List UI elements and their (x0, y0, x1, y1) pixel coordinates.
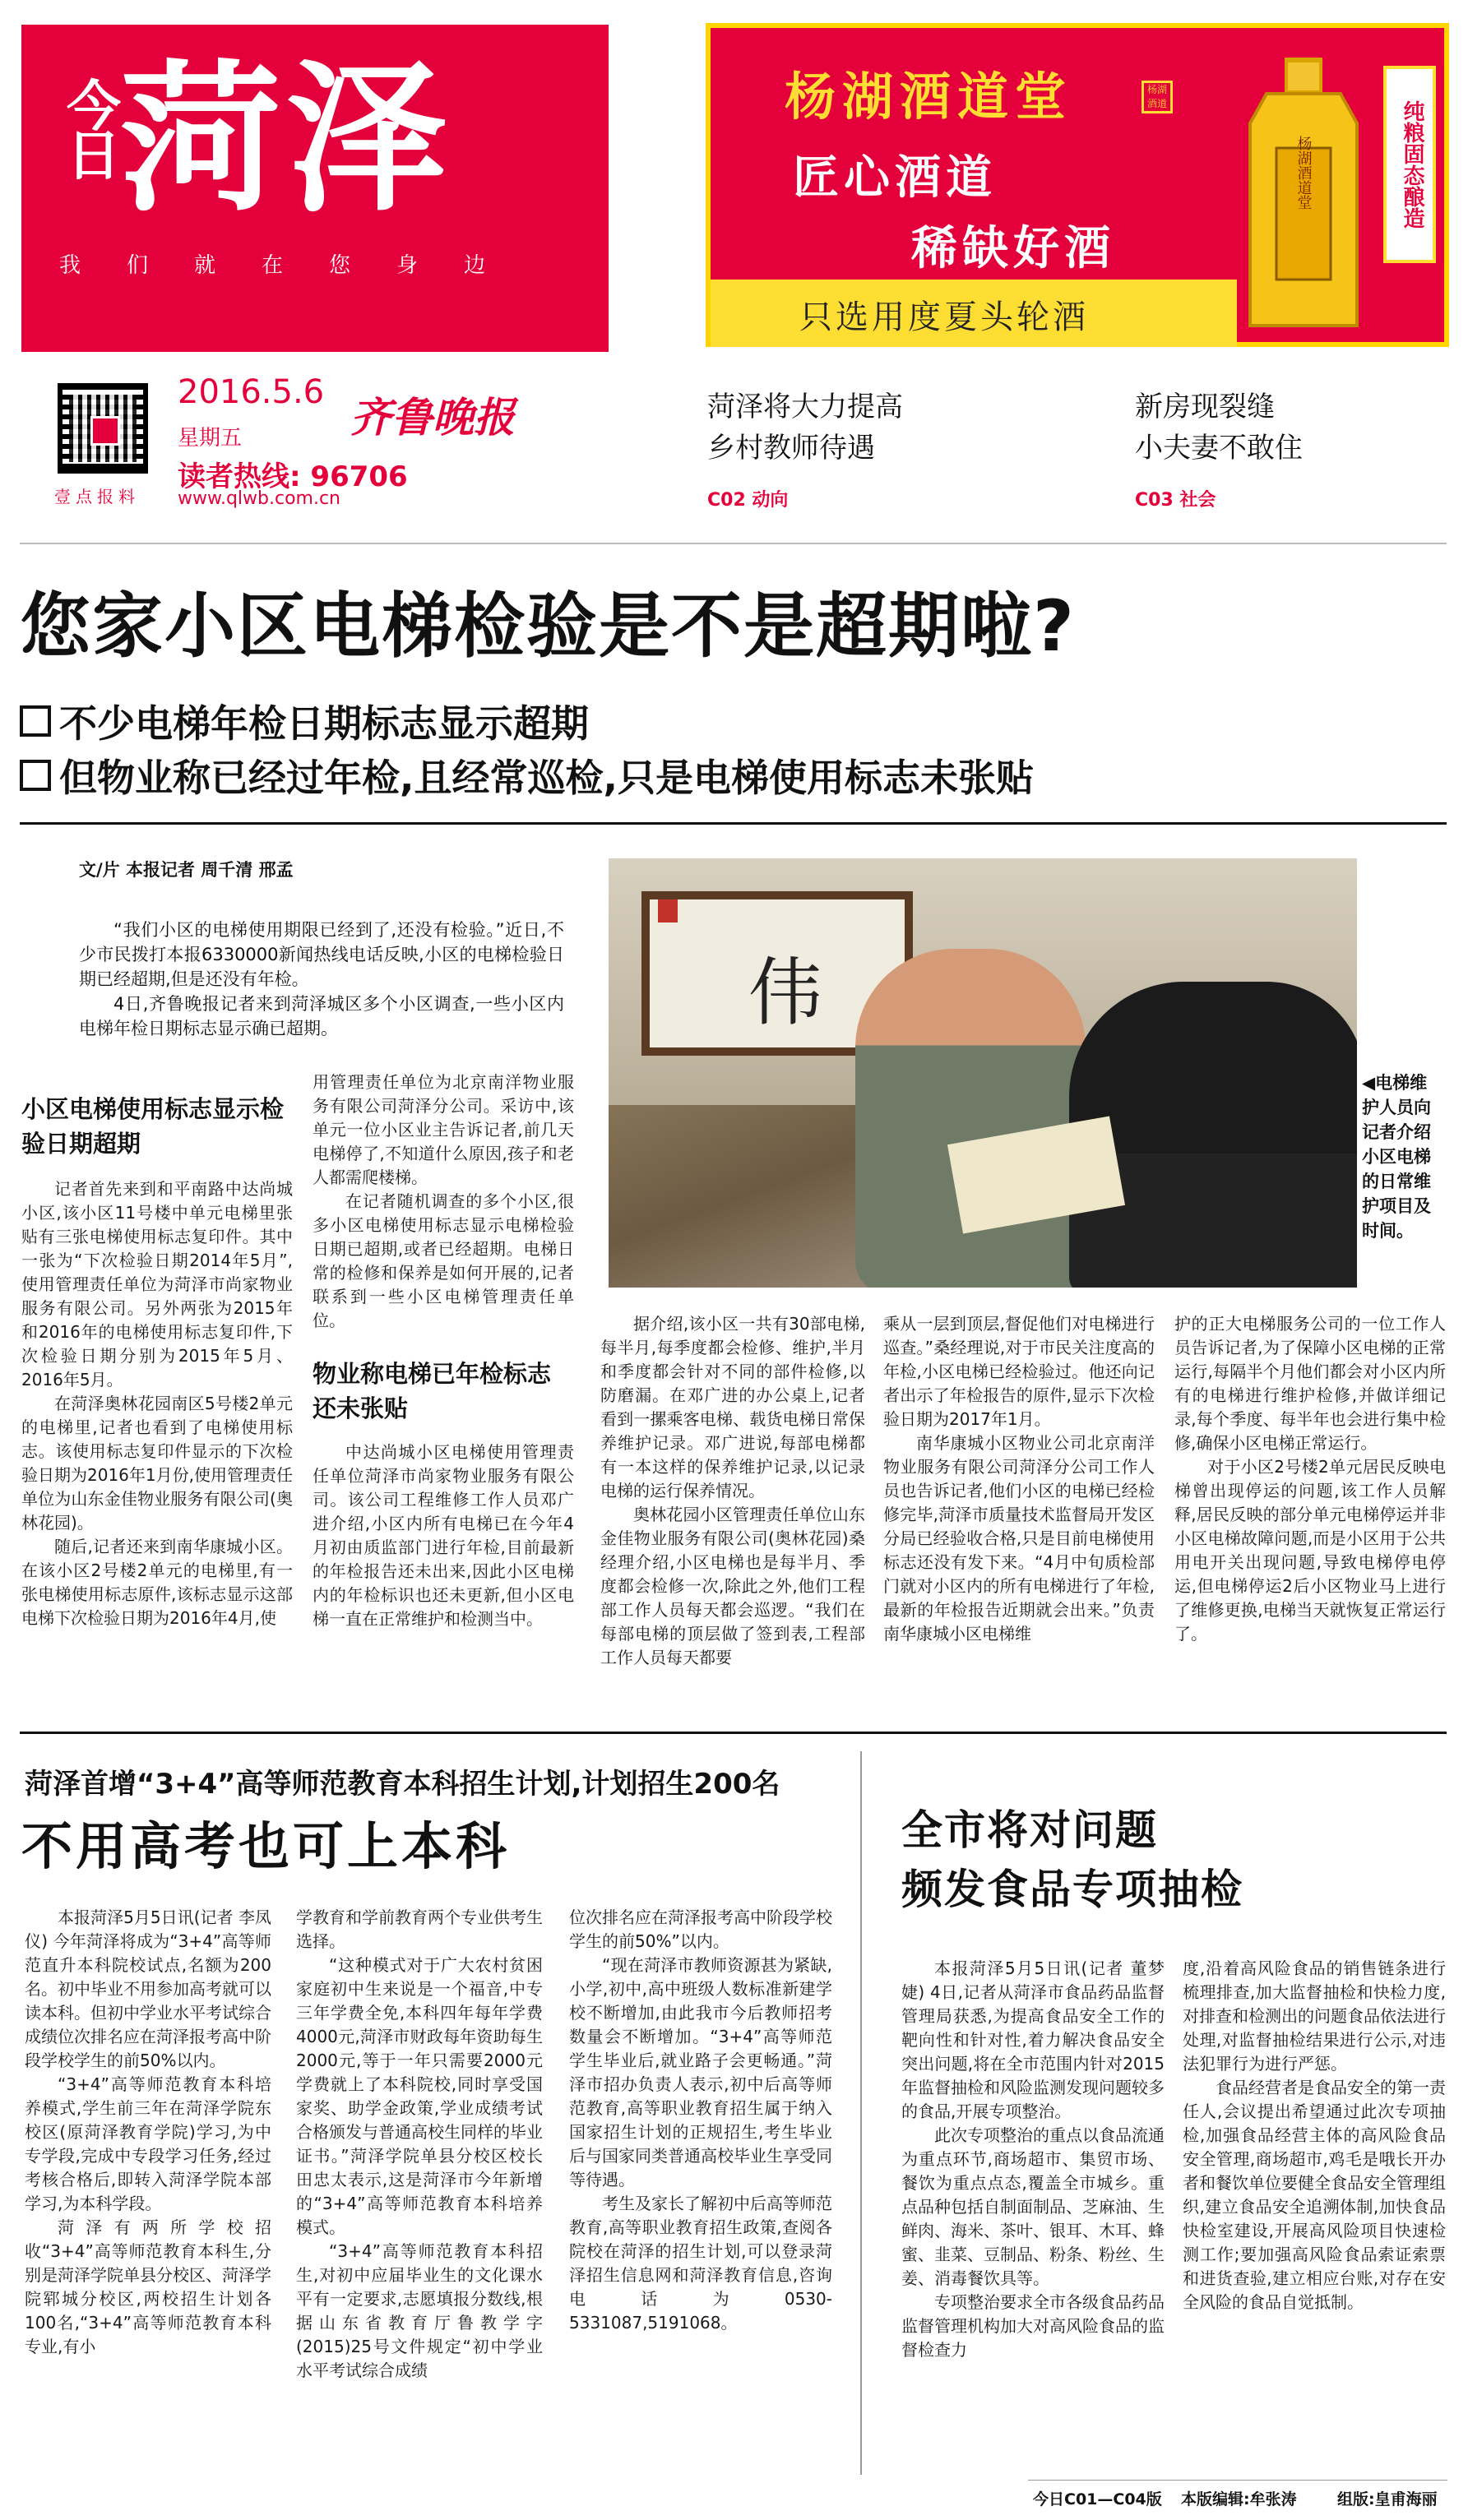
teaser-c02[interactable] (707, 386, 903, 521)
article-column (600, 1312, 865, 1704)
paragraph: 南华康城小区物业公司北京南洋物业服务有限公司菏泽分公司工作人员也告诉记者,他们小区的电梯已经检修完毕,菏泽市质量技术监督局开发区分局已经验收合格,只是目前电梯使用标志还没有发下来。“4月中旬质检部门就对小区内的所有电梯进行了年检,最新的年检报告近期就会出来。”负责南华康城小区电梯维 (883, 1433, 1155, 1644)
column-divider (860, 1751, 862, 2475)
paragraph: 随后,记者还来到南华康城小区。在该小区2号楼2单元的电梯里,有一张电梯使用标志原件,该标志显示这部电梯下次检验日期为2016年4月,使 (21, 1537, 293, 1628)
bottle-label: 杨湖酒道堂 (1294, 136, 1313, 210)
deck-text: 但物业称已经过年检,且经常巡检,只是电梯使用标志未张贴 (59, 756, 1034, 800)
teaser-line: 菏泽将大力提高 (707, 391, 903, 423)
issue-date: 2016.5.6 (178, 373, 325, 411)
paragraph: 在菏泽奥林花园南区5号楼2单元的电梯里,记者也看到了电梯使用标志。该使用标志复印件显示的下次检验日期为2016年1月份,使用管理责任单位为山东金佳物业服务有限公司(奥林花园)。 (21, 1394, 293, 1533)
paragraph: “现在菏泽市教师资源甚为紧缺,小学,初中,高中班级人数标准新建学校不断增加,由此我市今后教师招考数量会不断增加。“3+4”高等师范学生毕业后,就业路子会更畅通。”菏泽市招办负责人表示,初中后高等师范教育,高等职业教育招生属于纳入国家招生计划的正规招生,考生毕业后与国家同类普通高校毕业生享受同等待遇。 (569, 1955, 832, 2189)
story2-headline: 不用高考也可上本科 (21, 1816, 511, 1876)
reader-hotline: 读者热线: 96706 (178, 460, 408, 493)
paragraph: 学教育和学前教育两个专业供考生选择。 (296, 1907, 543, 1951)
paragraph: 记者首先来到和平南路中达尚城小区,该小区11号楼中单元电梯里张贴有三张电梯使用标志复印件。其中一张为“下次检验日期2014年5月”,使用管理责任单位为菏泽市尚家物业服务有限公司。另外两张为2015年和2016年的电梯使用标志复印件,下次检验日期分别为2015年5月、2016年5月。 (21, 1179, 293, 1389)
lead-text: 4日,齐鲁晚报记者来到菏泽城区多个小区调查,一些小区内电梯年检日期标志显示确已超期。 (79, 994, 564, 1038)
article-column (901, 1957, 1165, 2475)
story2-kicker: 菏泽首增“3+4”高等师范教育本科招生计划,计划招生200名 (25, 1768, 780, 1801)
article-column (1183, 1957, 1446, 2475)
article-column (296, 1906, 543, 2481)
paragraph: “3+4”高等师范教育本科培养模式,学生前三年在菏泽学院东校区(原菏泽教育学院)学习,为中专学段,完成中专段学习任务,经过考核合格后,即转入菏泽学院本部学习,为本科学段。 (25, 2074, 271, 2213)
article-column (1174, 1312, 1446, 1704)
teaser-category: C02 动向 (707, 490, 789, 511)
qr-code-icon[interactable] (58, 383, 148, 474)
paragraph: 据介绍,该小区一共有30部电梯,每半月,每季度都会检修、维护,半月和季度都会针对不同的部件检修,以防磨漏。在邓广进的办公桌上,记者看到一摞乘客电梯、载货电梯日常保养维护记录。邓广进说,每部电梯都有一本这样的保养维护记录,以记录电梯的运行保养情况。 (600, 1314, 865, 1500)
paragraph: 乘从一层到顶层,督促他们对电梯进行巡查。”桑经理说,对于市民关注度高的年检,小区电梯已经检验过。他还向记者出示了年检报告的原件,显示下次检验日期为2017年1月。 (883, 1314, 1155, 1429)
subhead-2: 物业称电梯已年检标志还未张贴 (313, 1360, 552, 1422)
paragraph: 奥林花园小区管理责任单位山东金佳物业服务有限公司(奥林花园)桑经理介绍,小区电梯也是每半月、季度都会检修一次,除此之外,他们工程部工作人员每天都会巡逻。“我们在每部电梯的顶层做了签到表,工程部工作人员每天都要 (600, 1505, 865, 1667)
paragraph: 本报菏泽5月5日讯(记者 李凤仪) 今年菏泽将成为“3+4”高等师范直升本科院校试点,名额为200名。初中毕业不用参加高考就可以读本科。但初中学业水平考试综合成绩位次排名应在菏泽报考高中阶段学校学生的前50%以内。 (25, 1907, 271, 2070)
masthead (21, 25, 609, 518)
ad-title: 杨湖酒道堂 (785, 67, 1073, 127)
story3-headline-2: 频发食品专项抽检 (901, 1866, 1243, 1913)
paragraph: 本报菏泽5月5日讯(记者 董梦婕) 4日,记者从菏泽市食品药品监督管理局获悉,为提高食品安全工作的靶向性和针对性,着力解决食品安全突出问题,将在全市范围内针对2015年监督抽检和风险监测发现问题较多的食品,开展专项整治。 (901, 1958, 1165, 2121)
masthead-today: 今日 (67, 75, 121, 187)
article-column (313, 1440, 574, 1704)
footer-editor: 本版编辑:牟张涛 (1181, 2490, 1297, 2508)
paragraph: 度,沿着高风险食品的销售链条进行梳理排查,加大监督抽检和快检力度,对排查和检测出的问题食品依法进行处理,对监督抽检结果进行公示,对违法犯罪行为进行严惩。 (1183, 1958, 1446, 2074)
footer-rule (1028, 2480, 1447, 2481)
deck-text: 不少电梯年检日期标志显示超期 (59, 701, 589, 746)
ad-strip (711, 280, 1237, 347)
paragraph: 菏泽有两所学校招收“3+4”高等师范教育本科生,分别是菏泽学院单县分校区、菏泽学院郓城分校区,两校招生计划各100名,“3+4”高等师范教育本科专业,有小 (25, 2217, 271, 2356)
main-headline: 您家小区电梯检验是不是超期啦? (20, 585, 1076, 668)
paragraph: 位次排名应在菏泽报考高中阶段学校学生的前50%”以内。 (569, 1907, 832, 1951)
teaser-line: 新房现裂缝 (1135, 391, 1275, 423)
masthead-brand: 菏泽 (120, 46, 453, 234)
liquor-bottle-icon (1234, 58, 1373, 334)
paragraph: 对于小区2号楼2单元居民反映电梯曾出现停运的问题,该工作人员解释,居民反映的部分单元电梯停运并非小区电梯故障问题,而是小区用于公共用电开关出现问题,导致电梯停电停运,但电梯停运2后小区物业马上进行了维修更换,电梯当天就恢复正常运行了。 (1174, 1457, 1446, 1644)
paragraph: “这种模式对于广大农村贫困家庭初中生来说是一个福音,中专三年学费全免,本科四年每年学费4000元,菏泽市财政每年资助每生2000元,等于一年只需要2000元学费就上了本科院校,同时享受国家奖、助学金政策,学业成绩考试合格颁发与普通高校生同样的毕业证书。”菏泽学院单县分校区校长田忠太表示,这是菏泽市今年新增的“3+4”高等师范教育本科培养模式。 (296, 1955, 543, 2237)
paragraph: 护的正大电梯服务公司的一位工作人员告诉记者,为了保障小区电梯的正常运行,每隔半个月他们都会对小区内所有的电梯进行维护检修,并做详细记录,每个季度、每半年也会进行集中检修,确保小区电梯正常运行。 (1174, 1314, 1446, 1453)
teaser-line: 乡村教师待遇 (707, 432, 875, 465)
liquor-ad[interactable] (706, 23, 1449, 347)
article-column (25, 1906, 271, 2481)
footer-layout: 组版:皇甫海丽 (1337, 2490, 1438, 2508)
ad-slogan-2: 稀缺好酒 (911, 222, 1115, 275)
lead-text: “我们小区的电梯使用期限已经到了,还没有检验。”近日,不少市民拨打本报6330000新闻热线电话反映,小区的电梯检验日期已经超期,但是还没有年检。 (79, 920, 564, 989)
paragraph: 此次专项整治的重点以食品流通为重点环节,商场超市、集贸市场、餐饮为重点点态,覆盖全市城乡。重点品种包括自制面制品、芝麻油、生鲜肉、海米、茶叶、银耳、木耳、蜂蜜、韭菜、豆制品、粉条、粉丝、生姜、消毒餐饮具等。 (901, 2125, 1165, 2288)
article-column (569, 1906, 832, 2481)
ad-strip-text: 只选用度夏头轮酒 (799, 298, 1089, 336)
article-column (883, 1312, 1155, 1704)
article-column (21, 1177, 293, 1704)
article-column (313, 1070, 574, 1350)
deck-line-1 (20, 694, 589, 748)
story3-headline-1: 全市将对问题 (901, 1806, 1158, 1854)
qr-caption: 壹点报料 (54, 487, 140, 506)
paragraph: 考生及家长了解初中后高等师范教育,高等职业教育招生政策,查阅各院校在菏泽的招生计划,可以登录菏泽招生信息网和菏泽教育信息,咨询电话为0530-5331087,5191068。 (569, 2194, 832, 2333)
issue-weekday: 星期五 (178, 426, 243, 451)
photo-caption: ◀电梯维护人员向记者介绍小区电梯的日常维护项目及时间。 (1362, 1073, 1431, 1241)
website-url[interactable]: www.qlwb.com.cn (178, 488, 340, 509)
paragraph: 食品经营者是食品安全的第一责任人,会议提出希望通过此次专项抽检,加强食品经营主体的高风险食品安全管理,商场超市,鸡毛是哦长开办者和餐饮单位要健全食品安全管理组织,建立食品安全追溯体制,加快食品快检室建设,开展高风险项目快速检测工作;要加强高风险食品索证索票和进货查验,建立相应台账,对存在安全风险的食品自觉抵制。 (1183, 2078, 1446, 2312)
deck-line-2 (20, 748, 1034, 802)
paragraph: 中达尚城小区电梯使用管理责任单位菏泽市尚家物业服务有限公司。该公司工程维修工作人员邓广进介绍,小区内所有电梯已在今年4月初由质监部门进行年检,目前最新的年检报告还未出来,因此小区电梯内的年检标识也还未更新,但小区电梯一直在正常维护和检测当中。 (313, 1442, 574, 1629)
ad-slogan-1: 匠心酒道 (793, 151, 997, 205)
paragraph: 专项整治要求全市各级食品药品监督管理机构加大对高风险食品的监督检查力 (901, 2292, 1165, 2360)
checkbox-bullet-icon (20, 760, 51, 791)
photo-subject-man (855, 949, 1086, 1288)
lead-paragraph (79, 918, 564, 1041)
paragraph: 在记者随机调查的多个小区,很多小区电梯使用标志显示电梯检验日期已超期,或者已经超期。电梯日常的检修和保养是如何开展的,记者联系到一些小区电梯管理责任单位。 (313, 1191, 574, 1330)
footer-page-index: 今日C01—C04版 (1033, 2490, 1162, 2508)
teaser-line: 小夫妻不敢住 (1135, 432, 1303, 465)
newspaper-logo: 齐鲁晚报 (350, 393, 515, 442)
ad-vertical-label: 纯粮固态酿造 (1383, 66, 1436, 263)
teaser-category: C03 社会 (1135, 490, 1216, 511)
subhead-1: 小区电梯使用标志显示检验日期超期 (21, 1095, 285, 1158)
ad-seal: 杨湖酒道 (1142, 81, 1173, 113)
paragraph: “3+4”高等师范教育本科招生,对初中应届毕业生的文化课水平有一定要求,志愿填报分数线,根据山东省教育厅鲁教学字(2015)25号文件规定“初中学业水平考试综合成绩 (296, 2241, 543, 2380)
masthead-info-band (21, 352, 609, 518)
masthead-slogan: 我们就在您身边 (59, 253, 532, 278)
section-rule (20, 1732, 1447, 1734)
news-photo[interactable] (609, 858, 1357, 1288)
byline: 文/片 本报记者 周千清 邢孟 (79, 860, 294, 880)
checkbox-bullet-icon (20, 705, 51, 737)
teaser-c03[interactable] (1135, 386, 1303, 521)
paragraph: 用管理责任单位为北京南洋物业服务有限公司菏泽分公司。采访中,该单元一位小区业主告诉记者,前几天电梯停了,不知道什么原因,孩子和老人都需爬楼梯。 (313, 1072, 574, 1187)
headline-rule (20, 822, 1447, 825)
divider (20, 543, 1447, 544)
